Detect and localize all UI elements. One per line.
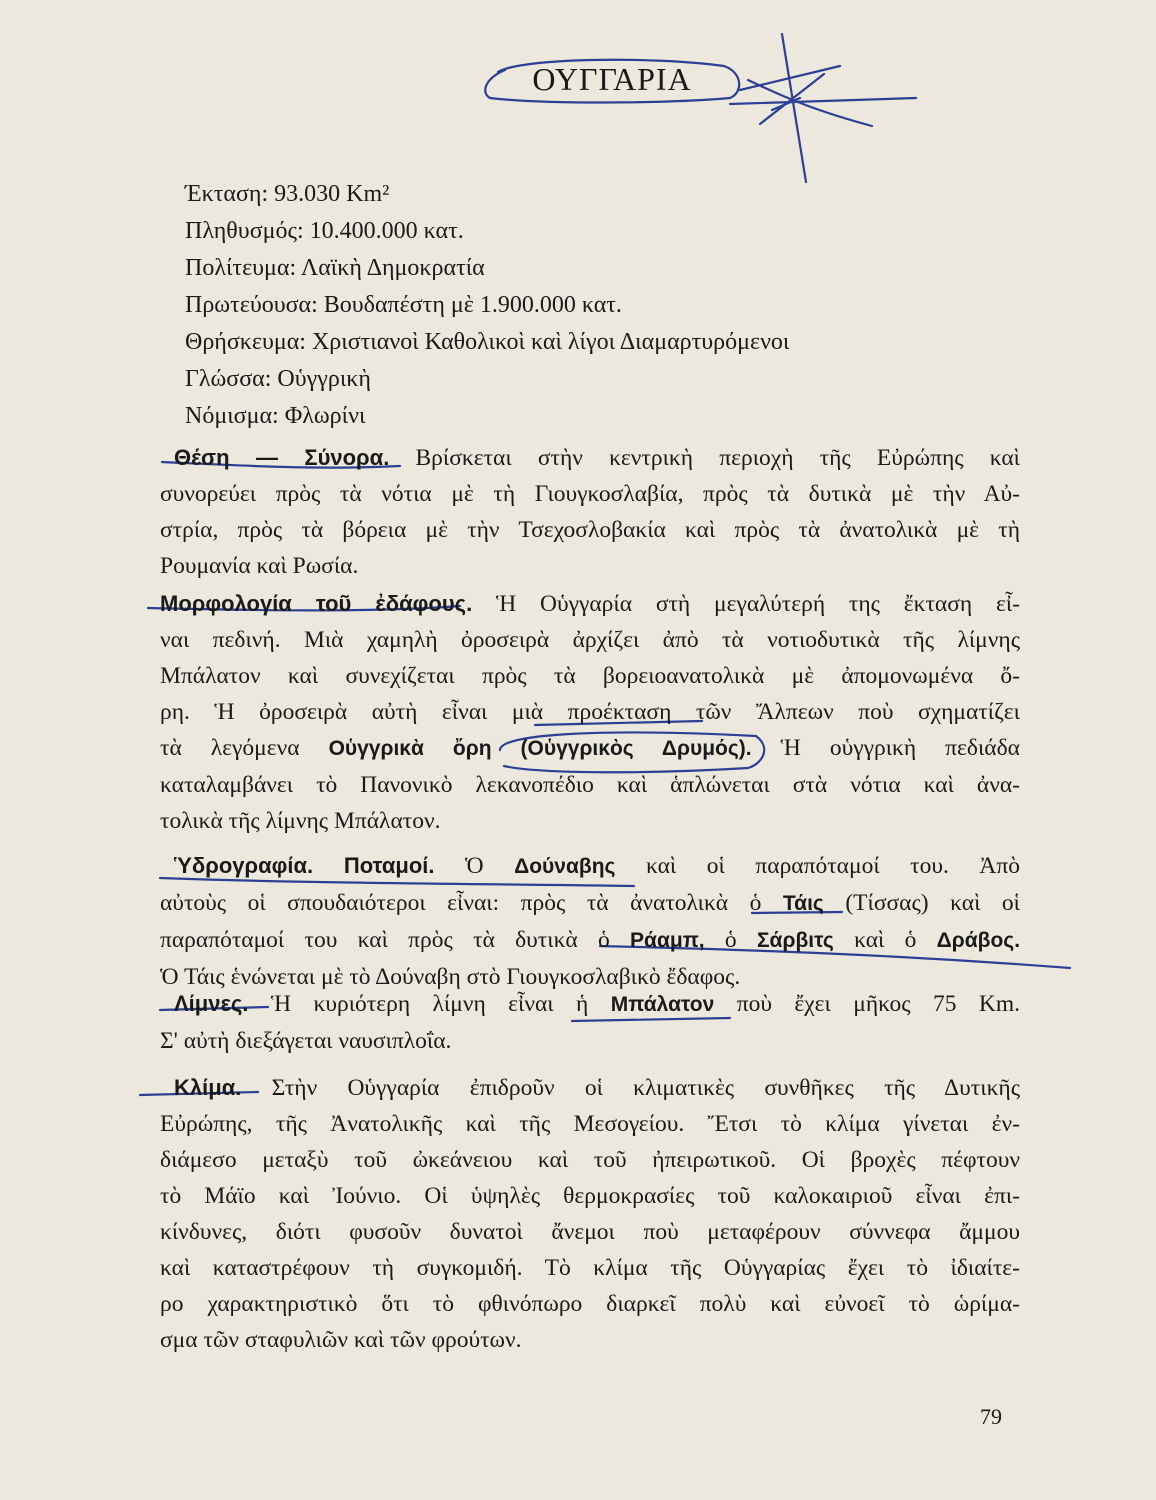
text-line: συνορεύει πρὸς τὰ νότια μὲ τὴ Γιουγκοσλαβία, πρὸς τὰ δυτικὰ μὲ τὴν Αὐ-: [160, 481, 1020, 507]
fact-population: Πληθυσμός: 10.400.000 κατ.: [185, 218, 464, 244]
star-mark: [730, 34, 916, 182]
text-line: σμα τῶν σταφυλιῶν καὶ τῶν φρούτων.: [160, 1327, 522, 1353]
fact-area: Έκταση: 93.030 Km²: [185, 181, 390, 207]
bold-term: Τάις: [782, 892, 824, 915]
text-line: Βρίσκεται στὴν κεντρικὴ περιοχὴ τῆς Εὐρώπης καὶ: [415, 445, 1020, 471]
text-span: παραπόταμοί του καὶ πρὸς τὰ δυτικὰ ὁ: [160, 927, 610, 953]
text-line: στρία, πρὸς τὰ βόρεια μὲ τὴν Τσεχοσλοβακία καὶ πρὸς τὰ ἀνατολικὰ μὲ τὴ: [160, 517, 1020, 543]
bold-term: (Οὑγγρικὸς Δρυμός).: [520, 737, 752, 760]
text-line: ναι πεδινή. Μιὰ χαμηλὴ ὀροσειρὰ ἀρχίζει ἀπὸ τὰ νοτιοδυτικὰ τῆς λίμνης: [160, 627, 1020, 653]
section-heading: Λίμνες.: [174, 991, 249, 1016]
text-line: κίνδυνες, διότι φυσοῦν δυνατοὶ ἄνεμοι ποὺ μεταφέρουν σύννεφα ἄμμου: [160, 1219, 1020, 1245]
text-line: καὶ καταστρέφουν τὴ συγκομιδή. Τὸ κλίμα τῆς Οὑγγαρίας ἔχει τὸ ἰδιαίτε-: [160, 1255, 1020, 1281]
section-heading: Ὑδρογραφία. Ποταμοί.: [174, 853, 435, 878]
bold-term: Οὑγγρικὰ ὄρη: [328, 737, 492, 760]
title-box: [487, 56, 737, 102]
section-location: [160, 440, 1020, 584]
text-line: Μπάλατον καὶ συνεχίζεται πρὸς τὰ βορειοανατολικὰ μὲ ἀπομονωμένα ὄ-: [160, 663, 1020, 689]
text-line: Ἡ Οὑγγαρία στὴ μεγαλύτερή της ἔκταση εἶ-: [495, 591, 1020, 617]
text-line: τὸ Μάϊο καὶ Ἰούνιο. Οἱ ὑψηλὲς θερμοκρασίες τοῦ καλοκαιριοῦ εἶναι ἐπι-: [160, 1183, 1020, 1209]
text-span: καὶ ὁ: [854, 927, 917, 953]
text-line: Ρουμανία καὶ Ρωσία.: [160, 553, 359, 579]
text-line: Στὴν Οὑγγαρία ἐπιδροῦν οἱ κλιματικὲς συνθῆκες τῆς Δυτικῆς: [271, 1075, 1021, 1101]
text-line: ρη. Ἡ ὀροσειρὰ αὐτὴ εἶναι μιὰ προέκταση τῶν Ἄλπεων ποὺ σχηματίζει: [160, 699, 1020, 725]
text-span: ποὺ ἔχει μῆκος 75 Km.: [736, 991, 1021, 1017]
bold-term: Δράβος.: [936, 929, 1021, 952]
section-hydrography: [160, 848, 1020, 995]
bold-term: Ράαμπ,: [630, 929, 705, 952]
text-span: (Τίσσας) καὶ οἱ: [845, 890, 1020, 916]
bold-term: Δούναβης: [514, 855, 616, 878]
page-number: 79: [980, 1404, 1002, 1429]
facts-list: [185, 176, 985, 435]
text-span: ὁ: [724, 927, 737, 953]
text-span: Ὁ: [465, 853, 484, 879]
text-line: Σ' αὐτὴ διεξάγεται ναυσιπλοΐα.: [160, 1028, 452, 1054]
text-span: Ἡ οὑγγρικὴ πεδιάδα: [780, 735, 1020, 761]
text-span: τὰ λεγόμενα: [160, 735, 300, 761]
text-span: αὐτοὺς οἱ σπουδαιότεροι εἶναι: πρὸς τὰ ἀνατολικὰ ὁ: [160, 890, 762, 916]
section-morphology: [160, 586, 1020, 839]
section-heading: Μορφολογία τοῦ ἐδάφους.: [160, 591, 473, 616]
bold-term: Σάρβιτς: [756, 929, 834, 952]
text-line: Ὁ Τάις ἑνώνεται μὲ τὸ Δούναβη στὸ Γιουγκοσλαβικὸ ἔδαφος.: [160, 964, 741, 990]
text-line: ρο χαρακτηριστικὸ ὅτι τὸ φθινόπωρο διαρκεῖ πολὺ καὶ εὐνοεῖ τὸ ὡρίμα-: [160, 1291, 1020, 1317]
fact-government: Πολίτευμα: Λαϊκὴ Δημοκρατία: [185, 255, 485, 281]
text-line: τολικὰ τῆς λίμνης Μπάλατον.: [160, 808, 441, 834]
fact-language: Γλώσσα: Οὑγγρικὴ: [185, 366, 371, 392]
text-line: Εὐρώπης, τῆς Ἀνατολικῆς καὶ τῆς Μεσογείου. Ἔτσι τὸ κλίμα γίνεται ἐν-: [160, 1111, 1020, 1137]
fact-religion: Θρήσκευμα: Χριστιανοὶ Καθολικοὶ καὶ λίγοι Διαμαρτυρόμενοι: [185, 329, 790, 355]
section-heading: Κλίμα.: [174, 1075, 242, 1100]
fact-currency: Νόμισμα: Φλωρίνι: [185, 403, 366, 429]
page-title: ΟΥΓΓΑΡΙΑ: [532, 61, 692, 97]
text-line: διάμεσο μεταξὺ τοῦ ὠκεάνειου καὶ τοῦ ἠπειρωτικοῦ. Οἱ βροχὲς πέφτουν: [160, 1147, 1020, 1173]
text-line: καταλαμβάνει τὸ Πανονικὸ λεκανοπέδιο καὶ ἁπλώνεται στὰ νότια καὶ ἀνα-: [160, 772, 1020, 798]
section-heading: Θέση — Σύνορα.: [174, 445, 390, 470]
text-span: Ἡ κυριότερη λίμνη εἶναι ἡ: [270, 991, 589, 1017]
section-climate: [160, 1070, 1020, 1358]
text-span: καὶ οἱ παραπόταμοί του. Ἀπὸ: [645, 853, 1020, 879]
fact-capital: Πρωτεύουσα: Βουδαπέστη μὲ 1.900.000 κατ.: [185, 292, 622, 318]
section-lakes: [160, 986, 1020, 1059]
bold-term: Μπάλατον: [610, 993, 715, 1016]
